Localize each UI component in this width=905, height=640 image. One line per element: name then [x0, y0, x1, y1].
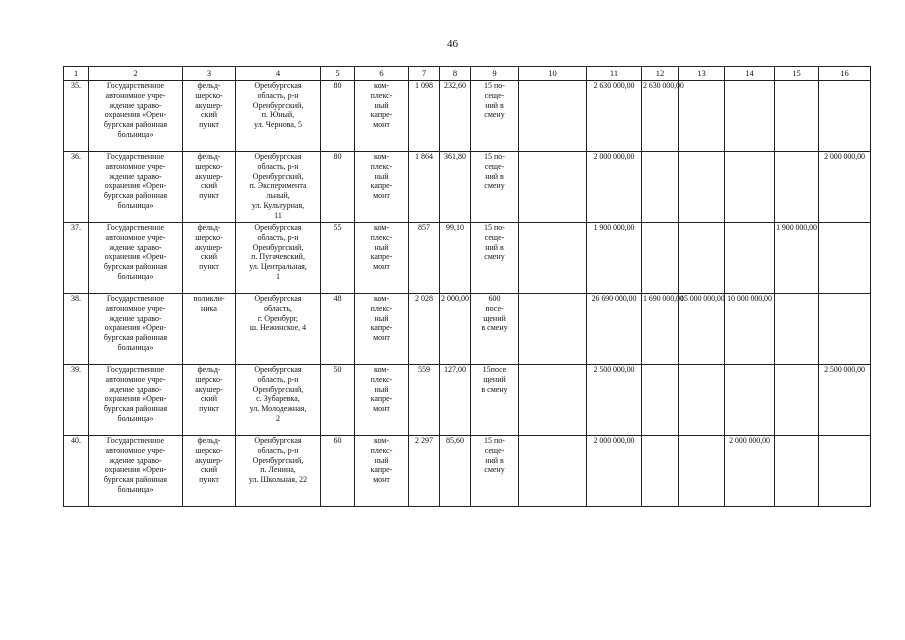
cell-col5: 50: [321, 365, 355, 436]
cell-col12-amount: [642, 365, 679, 436]
cell-row-number: 38.: [64, 294, 89, 365]
cell-col10: [519, 294, 587, 365]
column-header: 9: [471, 67, 519, 81]
cell-col8: 99,10: [440, 223, 471, 294]
cell-facility-type: фельд- шерско- акушер- ский пункт: [183, 81, 236, 152]
column-header: 6: [355, 67, 409, 81]
cell-col7: 2 028: [409, 294, 440, 365]
cell-facility-type: фельд- шерско- акушер- ский пункт: [183, 365, 236, 436]
cell-col15-amount: [775, 365, 819, 436]
cell-address: Оренбургская область, г. Оренбург, ш. Нежинское, 4: [236, 294, 321, 365]
cell-col10: [519, 81, 587, 152]
cell-col5: 48: [321, 294, 355, 365]
column-header: 16: [819, 67, 871, 81]
column-header: 10: [519, 67, 587, 81]
cell-visits: 15 по- сеще- ний в смену: [471, 81, 519, 152]
cell-col16-amount: [819, 294, 871, 365]
table-body: [64, 81, 871, 507]
cell-facility-type: фельд- шерско- акушер- ский пункт: [183, 152, 236, 223]
table-row: [64, 223, 871, 294]
cell-total-amount: 2 630 000,00: [587, 81, 642, 152]
column-header: 14: [725, 67, 775, 81]
column-header: 1: [64, 67, 89, 81]
cell-col14-amount: [725, 81, 775, 152]
cell-total-amount: 2 000 000,00: [587, 436, 642, 507]
cell-col8: 2 000,00: [440, 294, 471, 365]
table-row: [64, 81, 871, 152]
cell-col15-amount: 1 900 000,00: [775, 223, 819, 294]
column-header: 8: [440, 67, 471, 81]
cell-col12-amount: [642, 223, 679, 294]
cell-col5: 80: [321, 152, 355, 223]
cell-col15-amount: [775, 81, 819, 152]
cell-col14-amount: 2 000 000,00: [725, 436, 775, 507]
cell-col10: [519, 223, 587, 294]
cell-row-number: 40.: [64, 436, 89, 507]
cell-col10: [519, 152, 587, 223]
cell-col12-amount: [642, 436, 679, 507]
cell-organization: Государственное автономное учре- ждение здраво- охранения «Орен- бургская районная больница»: [89, 81, 183, 152]
cell-col8: 127,00: [440, 365, 471, 436]
cell-work-type: ком- плекс- ный капре- монт: [355, 294, 409, 365]
cell-organization: Государственное автономное учре- ждение здраво- охранения «Орен- бургская районная больница»: [89, 365, 183, 436]
cell-col8: 361,80: [440, 152, 471, 223]
cell-work-type: ком- плекс- ный капре- монт: [355, 365, 409, 436]
cell-total-amount: 2 500 000,00: [587, 365, 642, 436]
cell-col12-amount: 2 630 000,00: [642, 81, 679, 152]
column-header: 11: [587, 67, 642, 81]
table-row: [64, 294, 871, 365]
cell-organization: Государственное автономное учре- ждение здраво- охранения «Орен- бургская районная больница»: [89, 294, 183, 365]
cell-address: Оренбургская область, р-н Оренбургский, с. Зубаревка, ул. Молодежная, 2: [236, 365, 321, 436]
cell-visits: 15 по- сеще- ний в смену: [471, 436, 519, 507]
facilities-table: [63, 66, 871, 507]
cell-total-amount: 26 690 000,00: [587, 294, 642, 365]
cell-row-number: 37.: [64, 223, 89, 294]
cell-row-number: 39.: [64, 365, 89, 436]
cell-visits: 15 по- сеще- ний в смену: [471, 152, 519, 223]
page-number: 46: [447, 38, 458, 50]
cell-col13-amount: [679, 81, 725, 152]
cell-organization: Государственное автономное учре- ждение здраво- охранения «Орен- бургская районная больница»: [89, 436, 183, 507]
cell-col13-amount: [679, 152, 725, 223]
cell-total-amount: 1 900 000,00: [587, 223, 642, 294]
cell-col16-amount: [819, 436, 871, 507]
cell-address: Оренбургская область, р-н Оренбургский, п. Ленина, ул. Школьная, 22: [236, 436, 321, 507]
cell-col10: [519, 365, 587, 436]
cell-col12-amount: 1 690 000,00: [642, 294, 679, 365]
cell-col13-amount: [679, 436, 725, 507]
table-row: [64, 152, 871, 223]
cell-work-type: ком- плекс- ный капре- монт: [355, 436, 409, 507]
cell-visits: 600 посе- щений в смену: [471, 294, 519, 365]
cell-col15-amount: [775, 294, 819, 365]
cell-col13-amount: [679, 365, 725, 436]
cell-col16-amount: [819, 223, 871, 294]
table-row: [64, 365, 871, 436]
cell-col14-amount: 10 000 000,00: [725, 294, 775, 365]
cell-col15-amount: [775, 152, 819, 223]
column-header: 7: [409, 67, 440, 81]
cell-col7: 857: [409, 223, 440, 294]
cell-col7: 559: [409, 365, 440, 436]
cell-visits: 15 по- сеще- ний в смену: [471, 223, 519, 294]
cell-address: Оренбургская область, р-н Оренбургский, п. Юный, ул. Чернова, 5: [236, 81, 321, 152]
column-header: 15: [775, 67, 819, 81]
cell-organization: Государственное автономное учре- ждение здраво- охранения «Орен- бургская районная больница»: [89, 223, 183, 294]
cell-col5: 55: [321, 223, 355, 294]
cell-address: Оренбургская область, р-н Оренбургский, п. Пугачевский, ул. Центральная, 1: [236, 223, 321, 294]
cell-facility-type: фельд- шерско- акушер- ский пункт: [183, 223, 236, 294]
cell-col14-amount: [725, 223, 775, 294]
cell-col10: [519, 436, 587, 507]
cell-col7: 1 098: [409, 81, 440, 152]
column-header: 2: [89, 67, 183, 81]
cell-row-number: 35.: [64, 81, 89, 152]
cell-visits: 15посе щений в смену: [471, 365, 519, 436]
cell-col15-amount: [775, 436, 819, 507]
cell-col5: 60: [321, 436, 355, 507]
cell-col13-amount: [679, 223, 725, 294]
column-header: 12: [642, 67, 679, 81]
cell-organization: Государственное автономное учре- ждение здраво- охранения «Орен- бургская районная больница»: [89, 152, 183, 223]
table-row: [64, 436, 871, 507]
cell-col14-amount: [725, 152, 775, 223]
cell-facility-type: фельд- шерско- акушер- ский пункт: [183, 436, 236, 507]
cell-row-number: 36.: [64, 152, 89, 223]
cell-col16-amount: [819, 81, 871, 152]
cell-col8: 85,60: [440, 436, 471, 507]
cell-facility-type: поликли- ника: [183, 294, 236, 365]
cell-col14-amount: [725, 365, 775, 436]
column-header: 5: [321, 67, 355, 81]
cell-col7: 1 864: [409, 152, 440, 223]
column-number-row: [64, 67, 871, 81]
cell-work-type: ком- плекс- ный капре- монт: [355, 152, 409, 223]
cell-col16-amount: 2 000 000,00: [819, 152, 871, 223]
cell-address: Оренбургская область, р-н Оренбургский, п. Эксперимента льный, ул. Культурная, 11: [236, 152, 321, 223]
cell-col7: 2 297: [409, 436, 440, 507]
column-header: 3: [183, 67, 236, 81]
cell-col16-amount: 2 500 000,00: [819, 365, 871, 436]
cell-work-type: ком- плекс- ный капре- монт: [355, 81, 409, 152]
cell-col13-amount: 15 000 000,00: [679, 294, 725, 365]
column-header: 4: [236, 67, 321, 81]
cell-work-type: ком- плекс- ный капре- монт: [355, 223, 409, 294]
cell-col12-amount: [642, 152, 679, 223]
cell-col5: 80: [321, 81, 355, 152]
cell-total-amount: 2 000 000,00: [587, 152, 642, 223]
column-header: 13: [679, 67, 725, 81]
cell-col8: 232,60: [440, 81, 471, 152]
